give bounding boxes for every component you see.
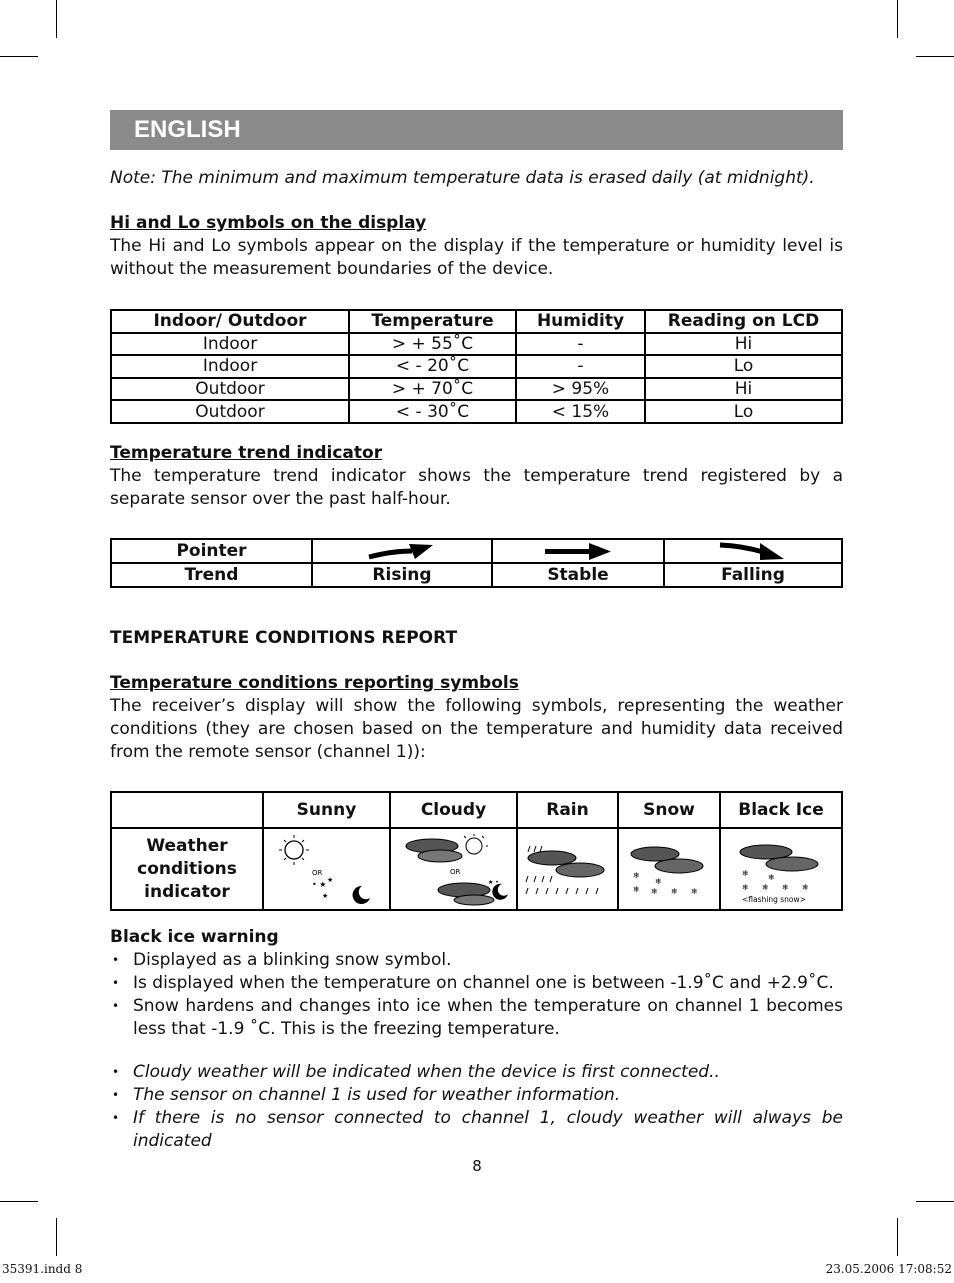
table-cell: Hi: [645, 333, 842, 356]
svg-text:★ •: ★ •: [487, 879, 499, 886]
crop-mark: [916, 56, 954, 57]
crop-mark: [897, 0, 898, 38]
table-cell: Lo: [645, 355, 842, 378]
table-cell: Outdoor: [111, 400, 349, 423]
trend-heading: Temperature trend indicator: [110, 443, 383, 463]
cloud-icon: [394, 832, 514, 906]
black-ice-icon: [726, 832, 836, 906]
black-ice-list: [110, 949, 843, 1041]
report-heading: Temperature conditions reporting symbols: [110, 673, 519, 693]
svg-text:❄: ❄: [633, 885, 640, 894]
or-label: OR: [449, 868, 460, 876]
crop-mark: [0, 1201, 38, 1202]
crop-mark: [916, 1201, 954, 1202]
sunny-cell: [263, 828, 390, 910]
table-cell: -: [516, 333, 645, 356]
arrow-down-right-icon: [718, 541, 788, 561]
table-row: [111, 400, 842, 423]
row-label-text: Weather conditions indicator: [137, 835, 237, 902]
table-header-cell: Sunny: [263, 792, 390, 828]
table-header-cell: Humidity: [516, 310, 645, 333]
table-cell: > + 70˚C: [349, 378, 516, 401]
notes-list: [110, 1061, 843, 1153]
table-header-cell: Snow: [618, 792, 720, 828]
table-cell: < - 20˚C: [349, 355, 516, 378]
svg-text:❄: ❄: [802, 883, 809, 892]
svg-text:❄: ❄: [633, 871, 640, 880]
table-cell: > + 55˚C: [349, 333, 516, 356]
or-label: OR: [311, 869, 322, 877]
table-header-cell: Temperature: [349, 310, 516, 333]
table-row: [111, 828, 842, 910]
table-header-cell: Cloudy: [390, 792, 517, 828]
hilo-heading: Hi and Lo symbols on the display: [110, 213, 427, 233]
table-cell: Lo: [645, 400, 842, 423]
table-header-cell: [111, 792, 263, 828]
flashing-snow-label: <flashing snow>: [742, 895, 806, 904]
svg-text:❄: ❄: [651, 887, 658, 896]
row-label: [111, 828, 263, 910]
list-item: • If there is no sensor connected to channel 1, cloudy weather will always be indicated: [110, 1107, 843, 1153]
table-row: [111, 333, 842, 356]
trend-text: The temperature trend indicator shows the temperature trend registered by a separate sensor over the past half-hour.: [110, 466, 843, 509]
table-cell: Outdoor: [111, 378, 349, 401]
table-cell: < 15%: [516, 400, 645, 423]
svg-text:❄: ❄: [742, 883, 749, 892]
table-header-cell: Rain: [517, 792, 618, 828]
trend-table: [110, 538, 843, 588]
svg-text:❄: ❄: [742, 869, 749, 878]
table-cell: Hi: [645, 378, 842, 401]
arrow-up-right-icon: [367, 541, 437, 561]
list-item: • Cloudy weather will be indicated when the device is first connected..: [110, 1061, 843, 1084]
table-header-cell: Black Ice: [720, 792, 842, 828]
list-item: • Snow hardens and changes into ice when the temperature on channel 1 becomes less that -1.9 ˚C. This is the freezing temperature.: [110, 995, 843, 1041]
table-cell: -: [516, 355, 645, 378]
note-text: Note: The minimum and maximum temperature data is erased daily (at midnight).: [110, 168, 815, 188]
list-item: • The sensor on channel 1 is used for weather information.: [110, 1084, 843, 1107]
trend-value: Rising: [312, 563, 492, 587]
table-header-row: [111, 792, 842, 828]
weather-table: [110, 791, 843, 911]
black-ice-heading: Black ice warning: [110, 927, 279, 947]
page-number: 8: [472, 1157, 482, 1175]
table-cell: [664, 539, 842, 563]
table-row: [111, 378, 842, 401]
svg-text:★: ★: [321, 892, 328, 900]
svg-text:❄: ❄: [691, 887, 698, 896]
crop-mark: [56, 1218, 57, 1256]
svg-text:❄: ❄: [655, 877, 662, 886]
section-title: ENGLISH: [134, 116, 241, 143]
arrow-right-icon: [543, 541, 613, 561]
rain-icon: [520, 832, 616, 906]
list-item: • Is displayed when the temperature on channel one is between -1.9˚C and +2.9˚C.: [110, 972, 843, 995]
crop-mark: [56, 0, 57, 38]
footer-timestamp: 23.05.2006 17:08:52: [825, 1262, 952, 1276]
table-cell: < - 30˚C: [349, 400, 516, 423]
svg-text:★: ★: [326, 876, 333, 884]
table-row: [111, 355, 842, 378]
svg-text:❄: ❄: [671, 887, 678, 896]
table-cell: Indoor: [111, 355, 349, 378]
table-cell: > 95%: [516, 378, 645, 401]
report-title: TEMPERATURE CONDITIONS REPORT: [110, 628, 458, 648]
crop-mark: [897, 1218, 898, 1256]
sun-icon: [272, 832, 382, 906]
trend-value: Falling: [664, 563, 842, 587]
snow-cell: [618, 828, 720, 910]
table-header-row: [111, 310, 842, 333]
hilo-text: The Hi and Lo symbols appear on the display if the temperature or humidity level is without the measurement boundaries of the device.: [110, 236, 843, 279]
hilo-table: [110, 309, 843, 424]
report-text: The receiver’s display will show the following symbols, representing the weather conditions (they are chosen based on the temperature and humidity data received from the remote sensor (channel 1)):: [110, 696, 843, 762]
pointer-label: Pointer: [111, 539, 312, 563]
trend-label: Trend: [111, 563, 312, 587]
section-header: [110, 110, 843, 150]
svg-text:• ★: • ★: [311, 880, 326, 889]
table-header-cell: Indoor/ Outdoor: [111, 310, 349, 333]
rain-cell: [517, 828, 618, 910]
black-ice-cell: [720, 828, 842, 910]
footer-file: 35391.indd 8: [2, 1262, 83, 1276]
snow-icon: [621, 832, 717, 906]
crop-mark: [0, 56, 38, 57]
table-cell: [492, 539, 664, 563]
table-row: [111, 539, 842, 563]
list-item: • Displayed as a blinking snow symbol.: [110, 949, 843, 972]
table-cell: [312, 539, 492, 563]
svg-text:❄: ❄: [762, 883, 769, 892]
svg-text:❄: ❄: [782, 883, 789, 892]
table-row: [111, 563, 842, 587]
cloudy-cell: [390, 828, 517, 910]
table-cell: Indoor: [111, 333, 349, 356]
trend-value: Stable: [492, 563, 664, 587]
table-header-cell: Reading on LCD: [645, 310, 842, 333]
svg-text:❄: ❄: [768, 873, 775, 882]
